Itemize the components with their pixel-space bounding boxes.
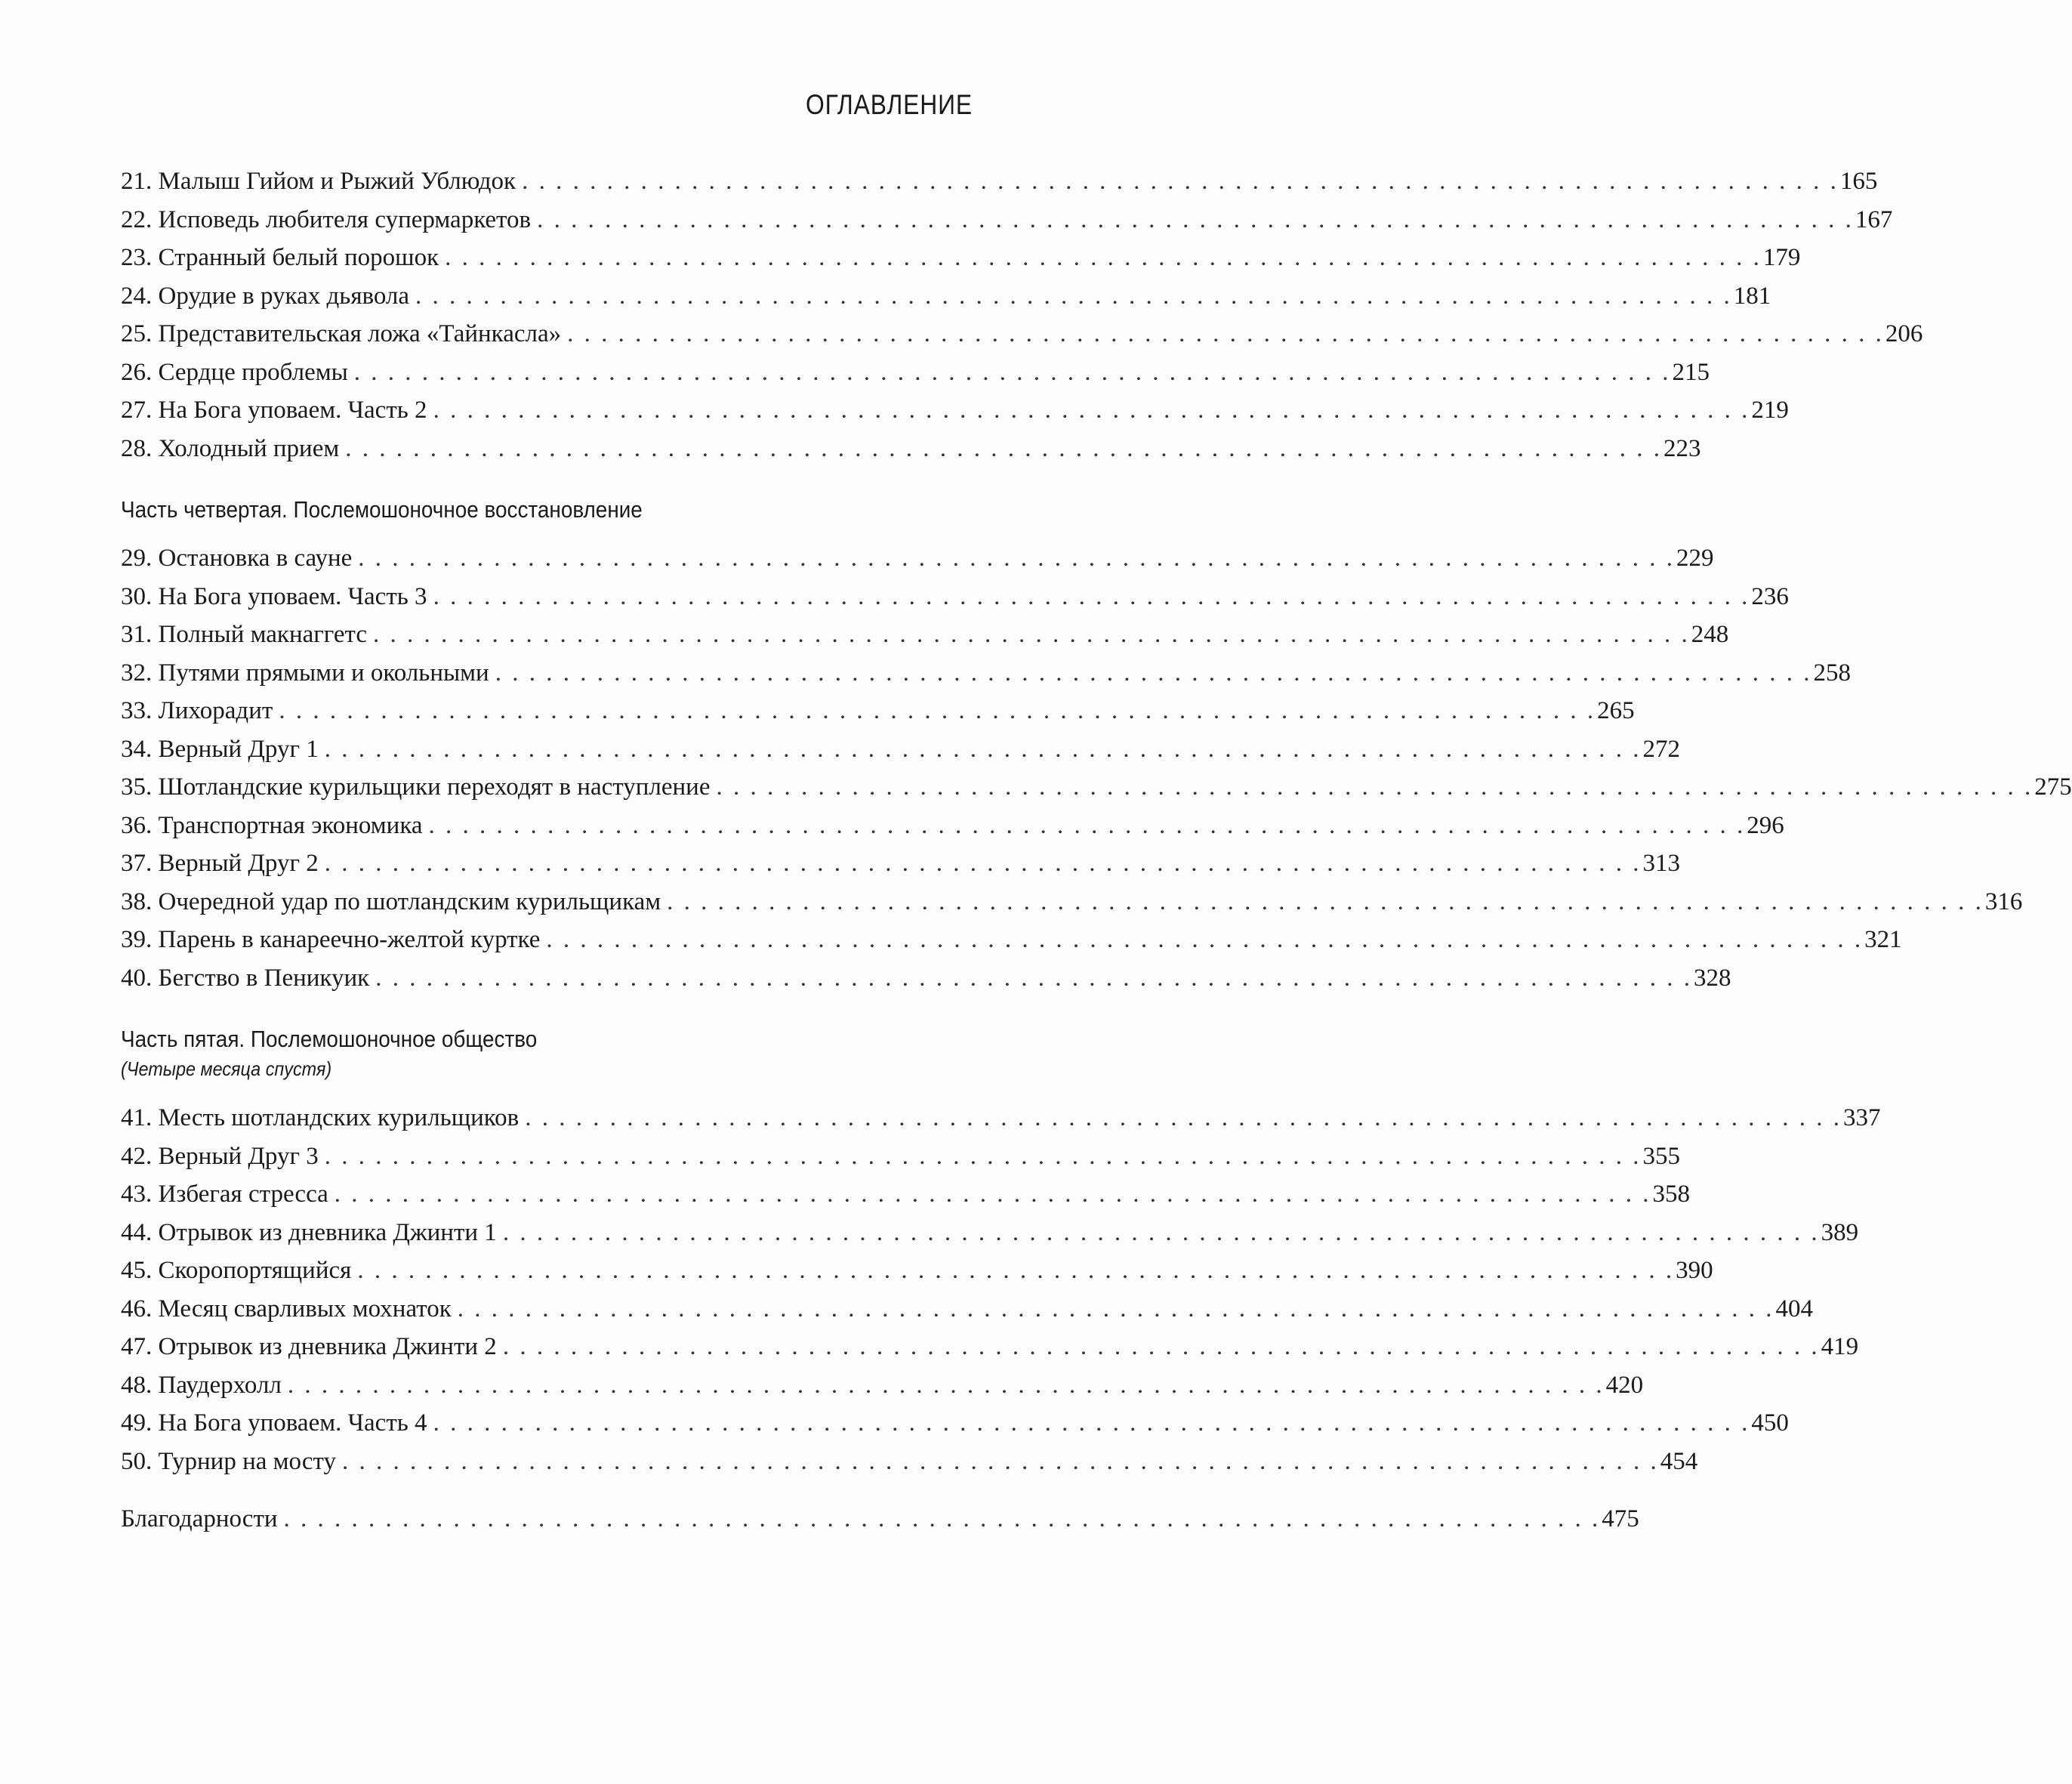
dot-leader: . . . . . . . . . . . . . . . . . . . . . . . . . . . . . . . . . . . . . . . . . . . . . . . . . . . . . . . . . . . . . . . . . . . . . . . . . . . . . . <box>546 926 1864 953</box>
toc-entry <box>121 850 1681 888</box>
dot-leader: . . . . . . . . . . . . . . . . . . . . . . . . . . . . . . . . . . . . . . . . . . . . . . . . . . . . . . . . . . . . . . . . . . . . . . . . . . . . . . <box>287 1371 1605 1399</box>
entry-title: 47. Отрывок из дневника Джинти 2 <box>121 1333 497 1360</box>
entry-page-number: 165 <box>1839 168 1878 195</box>
part-heading: Часть четвертая. Послемошоночное восстановление <box>121 496 643 523</box>
dot-leader: . . . . . . . . . . . . . . . . . . . . . . . . . . . . . . . . . . . . . . . . . . . . . . . . . . . . . . . . . . . . . . . . . . . . . . . . . . . . . . <box>341 1447 1659 1475</box>
part-heading: Часть пятая. Послемошоночное общество <box>121 1026 538 1052</box>
entry-page-number: 296 <box>1747 811 1784 839</box>
dot-leader: . . . . . . . . . . . . . . . . . . . . . . . . . . . . . . . . . . . . . . . . . . . . . . . . . . . . . . . . . . . . . . . . . . . . . . . . . . . . . . <box>324 735 1642 763</box>
dot-leader: . . . . . . . . . . . . . . . . . . . . . . . . . . . . . . . . . . . . . . . . . . . . . . . . . . . . . . . . . . . . . . . . . . . . . . . . . . . . . . <box>373 621 1690 648</box>
entry-page-number: 179 <box>1762 244 1801 271</box>
toc-entry <box>121 735 1681 774</box>
entry-title: 31. Полный макнаггетс <box>121 621 368 648</box>
dot-leader: . . . . . . . . . . . . . . . . . . . . . . . . . . . . . . . . . . . . . . . . . . . . . . . . . . . . . . . . . . . . . . . . . . . . . . . . . . . . . . <box>345 434 1662 462</box>
entry-page-number: 229 <box>1676 545 1714 572</box>
dot-leader: . . . . . . . . . . . . . . . . . . . . . . . . . . . . . . . . . . . . . . . . . . . . . . . . . . . . . . . . . . . . . . . . . . . . . . . . . . . . . . <box>324 850 1642 877</box>
entry-title: 42. Верный Друг 3 <box>121 1142 319 1170</box>
entry-page-number: 475 <box>1602 1505 1639 1532</box>
dot-leader: . . . . . . . . . . . . . . . . . . . . . . . . . . . . . . . . . . . . . . . . . . . . . . . . . . . . . . . . . . . . . . . . . . . . . . . . . . . . . . <box>415 282 1732 310</box>
toc-entry <box>121 205 1893 245</box>
entry-page-number: 258 <box>1813 659 1851 687</box>
entry-page-number: 167 <box>1855 205 1893 233</box>
dot-leader: . . . . . . . . . . . . . . . . . . . . . . . . . . . . . . . . . . . . . . . . . . . . . . . . . . . . . . . . . . . . . . . . . . . . . . . . . . . . . . <box>375 964 1692 992</box>
dot-leader: . . . . . . . . . . . . . . . . . . . . . . . . . . . . . . . . . . . . . . . . . . . . . . . . . . . . . . . . . . . . . . . . . . . . . . . . . . . . . . <box>502 1218 1820 1246</box>
toc-entry <box>121 926 1902 965</box>
dot-leader: . . . . . . . . . . . . . . . . . . . . . . . . . . . . . . . . . . . . . . . . . . . . . . . . . . . . . . . . . . . . . . . . . . . . . . . . . . . . . . <box>567 320 1884 347</box>
toc-entry <box>121 773 2072 812</box>
dot-leader: . . . . . . . . . . . . . . . . . . . . . . . . . . . . . . . . . . . . . . . . . . . . . . . . . . . . . . . . . . . . . . . . . . . . . . . . . . . . . . <box>495 659 1812 687</box>
entry-page-number: 337 <box>1842 1104 1881 1131</box>
entry-title: 37. Верный Друг 2 <box>121 850 319 877</box>
toc-section <box>121 1002 1881 1486</box>
toc-entry <box>121 1505 1639 1544</box>
entry-title: 23. Странный белый порошок <box>121 244 439 271</box>
entry-title: 36. Транспортная экономика <box>121 811 423 839</box>
toc-entry <box>121 1295 1814 1334</box>
entry-title: 22. Исповедь любителя супермаркетов <box>121 205 532 233</box>
toc-entry <box>121 621 1729 659</box>
entry-title: 50. Турнир на мосту <box>121 1447 336 1475</box>
entry-title: 28. Холодный прием <box>121 434 340 462</box>
dot-leader: . . . . . . . . . . . . . . . . . . . . . . . . . . . . . . . . . . . . . . . . . . . . . . . . . . . . . . . . . . . . . . . . . . . . . . . . . . . . . . <box>279 697 1596 724</box>
entry-title: 41. Месть шотландских курильщиков <box>121 1104 520 1131</box>
entry-page-number: 272 <box>1642 735 1681 763</box>
entry-page-number: 275 <box>2034 773 2072 801</box>
toc-entry <box>121 1447 1698 1486</box>
entry-title: 49. На Бога уповаем. Часть 4 <box>121 1409 427 1437</box>
toc-entry <box>121 1257 1713 1295</box>
toc-entry <box>121 244 1801 282</box>
toc-entry <box>121 1104 1881 1143</box>
toc-section <box>121 473 2072 1002</box>
entry-title: 45. Скоропортящийся <box>121 1257 352 1284</box>
entry-title: 24. Орудие в руках дьявола <box>121 282 410 310</box>
dot-leader: . . . . . . . . . . . . . . . . . . . . . . . . . . . . . . . . . . . . . . . . . . . . . . . . . . . . . . . . . . . . . . . . . . . . . . . . . . . . . . <box>358 545 1676 572</box>
entry-title: 34. Верный Друг 1 <box>121 735 319 763</box>
entry-title: Благодарности <box>121 1505 278 1532</box>
dot-leader: . . . . . . . . . . . . . . . . . . . . . . . . . . . . . . . . . . . . . . . . . . . . . . . . . . . . . . . . . . . . . . . . . . . . . . . . . . . . . . <box>433 397 1750 424</box>
entry-title: 30. На Бога уповаем. Часть 3 <box>121 582 427 610</box>
dot-leader: . . . . . . . . . . . . . . . . . . . . . . . . . . . . . . . . . . . . . . . . . . . . . . . . . . . . . . . . . . . . . . . . . . . . . . . . . . . . . . <box>502 1333 1820 1360</box>
toc-entry <box>121 1142 1681 1181</box>
entry-title: 21. Малыш Гийом и Рыжий Ублюдок <box>121 168 516 195</box>
entry-page-number: 248 <box>1691 621 1729 648</box>
part-note: (Четыре месяца спустя) <box>121 1057 332 1080</box>
toc-entry <box>121 697 1635 736</box>
dot-leader: . . . . . . . . . . . . . . . . . . . . . . . . . . . . . . . . . . . . . . . . . . . . . . . . . . . . . . . . . . . . . . . . . . . . . . . . . . . . . . <box>428 811 1746 839</box>
entry-title: 25. Представительская ложа «Тайнкасла» <box>121 320 562 347</box>
toc-entry <box>121 1181 1691 1219</box>
entry-title: 43. Избегая стресса <box>121 1181 328 1208</box>
entry-page-number: 219 <box>1751 397 1789 424</box>
entry-title: 35. Шотландские курильщики переходят в наступление <box>121 773 711 801</box>
toc-entry <box>121 320 1923 359</box>
dot-leader: . . . . . . . . . . . . . . . . . . . . . . . . . . . . . . . . . . . . . . . . . . . . . . . . . . . . . . . . . . . . . . . . . . . . . . . . . . . . . . <box>522 168 1839 195</box>
entry-title: 40. Бегство в Пеникуик <box>121 964 370 992</box>
entry-page-number: 313 <box>1642 850 1681 877</box>
entry-title: 44. Отрывок из дневника Джинти 1 <box>121 1218 497 1246</box>
entry-page-number: 450 <box>1751 1409 1789 1437</box>
toc-entry <box>121 358 1710 397</box>
toc-entry <box>121 545 1714 583</box>
toc-entry <box>121 282 1771 321</box>
dot-leader: . . . . . . . . . . . . . . . . . . . . . . . . . . . . . . . . . . . . . . . . . . . . . . . . . . . . . . . . . . . . . . . . . . . . . . . . . . . . . . <box>716 773 2033 801</box>
toc-entry <box>121 659 1851 698</box>
toc-section <box>121 168 1923 473</box>
entry-page-number: 215 <box>1672 358 1710 386</box>
entry-title: 39. Парень в канареечно-желтой куртке <box>121 926 541 953</box>
entry-title: 26. Сердце проблемы <box>121 358 348 386</box>
toc-entry <box>121 1371 1644 1410</box>
toc-entry <box>121 811 1784 850</box>
toc-entry <box>121 1333 1859 1372</box>
entry-page-number: 206 <box>1885 320 1923 347</box>
dot-leader: . . . . . . . . . . . . . . . . . . . . . . . . . . . . . . . . . . . . . . . . . . . . . . . . . . . . . . . . . . . . . . . . . . . . . . . . . . . . . . <box>525 1104 1842 1131</box>
table-of-contents <box>121 168 2072 1544</box>
entry-title: 33. Лихорадит <box>121 697 273 724</box>
entry-page-number: 355 <box>1642 1142 1681 1170</box>
toc-entry <box>121 1409 1789 1448</box>
entry-title: 38. Очередной удар по шотландским курильщикам <box>121 887 661 915</box>
dot-leader: . . . . . . . . . . . . . . . . . . . . . . . . . . . . . . . . . . . . . . . . . . . . . . . . . . . . . . . . . . . . . . . . . . . . . . . . . . . . . . <box>357 1257 1675 1284</box>
entry-page-number: 181 <box>1733 282 1771 310</box>
toc-entry <box>121 964 1731 1003</box>
entry-title: 29. Остановка в сауне <box>121 545 353 572</box>
dot-leader: . . . . . . . . . . . . . . . . . . . . . . . . . . . . . . . . . . . . . . . . . . . . . . . . . . . . . . . . . . . . . . . . . . . . . . . . . . . . . . <box>433 582 1750 610</box>
dot-leader: . . . . . . . . . . . . . . . . . . . . . . . . . . . . . . . . . . . . . . . . . . . . . . . . . . . . . . . . . . . . . . . . . . . . . . . . . . . . . . <box>324 1142 1642 1170</box>
toc-entry <box>121 1218 1859 1258</box>
entry-title: 46. Месяц сварливых мохнаток <box>121 1295 452 1323</box>
dot-leader: . . . . . . . . . . . . . . . . . . . . . . . . . . . . . . . . . . . . . . . . . . . . . . . . . . . . . . . . . . . . . . . . . . . . . . . . . . . . . . <box>283 1505 1601 1532</box>
entry-title: 48. Паудерхолл <box>121 1371 282 1399</box>
entry-page-number: 390 <box>1676 1257 1713 1284</box>
running-head: ОГЛАВЛЕНИЕ <box>806 89 973 120</box>
toc-entry <box>121 582 1789 622</box>
toc-entry <box>121 397 1789 435</box>
entry-title: 27. На Бога уповаем. Часть 2 <box>121 397 427 424</box>
entry-page-number: 454 <box>1660 1447 1698 1475</box>
entry-page-number: 328 <box>1693 964 1731 992</box>
entry-title: 32. Путями прямыми и окольными <box>121 659 489 687</box>
entry-page-number: 316 <box>1984 887 2023 915</box>
entry-page-number: 419 <box>1821 1333 1859 1360</box>
entry-page-number: 389 <box>1821 1218 1859 1246</box>
dot-leader: . . . . . . . . . . . . . . . . . . . . . . . . . . . . . . . . . . . . . . . . . . . . . . . . . . . . . . . . . . . . . . . . . . . . . . . . . . . . . . <box>457 1295 1774 1323</box>
dot-leader: . . . . . . . . . . . . . . . . . . . . . . . . . . . . . . . . . . . . . . . . . . . . . . . . . . . . . . . . . . . . . . . . . . . . . . . . . . . . . . <box>445 244 1762 271</box>
dot-leader: . . . . . . . . . . . . . . . . . . . . . . . . . . . . . . . . . . . . . . . . . . . . . . . . . . . . . . . . . . . . . . . . . . . . . . . . . . . . . . <box>537 205 1854 233</box>
toc-entry <box>121 434 1701 474</box>
entry-page-number: 321 <box>1864 926 1902 953</box>
toc-entry <box>121 887 2023 927</box>
dot-leader: . . . . . . . . . . . . . . . . . . . . . . . . . . . . . . . . . . . . . . . . . . . . . . . . . . . . . . . . . . . . . . . . . . . . . . . . . . . . . . <box>353 358 1671 386</box>
toc-entry <box>121 168 1878 206</box>
dot-leader: . . . . . . . . . . . . . . . . . . . . . . . . . . . . . . . . . . . . . . . . . . . . . . . . . . . . . . . . . . . . . . . . . . . . . . . . . . . . . . <box>433 1409 1750 1437</box>
entry-page-number: 420 <box>1605 1371 1644 1399</box>
entry-page-number: 223 <box>1663 434 1701 462</box>
entry-page-number: 265 <box>1597 697 1635 724</box>
dot-leader: . . . . . . . . . . . . . . . . . . . . . . . . . . . . . . . . . . . . . . . . . . . . . . . . . . . . . . . . . . . . . . . . . . . . . . . . . . . . . . <box>667 887 1984 915</box>
dot-leader: . . . . . . . . . . . . . . . . . . . . . . . . . . . . . . . . . . . . . . . . . . . . . . . . . . . . . . . . . . . . . . . . . . . . . . . . . . . . . . <box>334 1181 1651 1208</box>
entry-page-number: 404 <box>1775 1295 1814 1323</box>
entry-page-number: 358 <box>1652 1181 1691 1208</box>
entry-page-number: 236 <box>1751 582 1789 610</box>
